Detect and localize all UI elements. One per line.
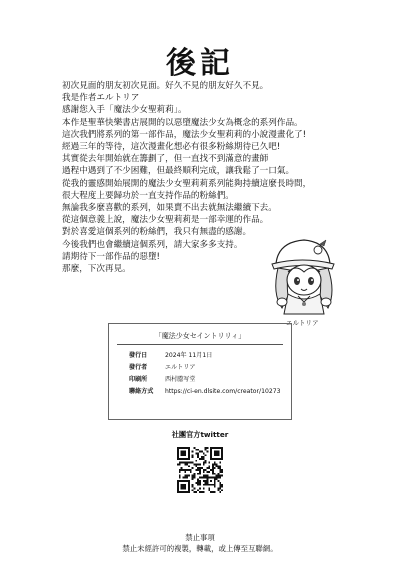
colophon-label: 發行者 xyxy=(129,364,148,371)
colophon-row xyxy=(129,386,280,398)
colophon-divider xyxy=(117,344,283,345)
notice-title: 禁止事項 xyxy=(185,533,215,542)
body-line: 經過三年的等待，這次漫畫化想必有很多粉絲期待已久吧! xyxy=(62,142,281,153)
body-line: 我是作者エルトリア xyxy=(62,93,140,104)
colophon-row xyxy=(129,362,280,374)
chibi-character-illustration xyxy=(258,234,342,316)
author-signature: エルトリア xyxy=(286,319,319,327)
colophon-value: エルトリア xyxy=(165,364,196,371)
colophon-row xyxy=(129,350,280,362)
body-line: 初次見面的朋友初次見面。好久不見的朋友好久不見。 xyxy=(62,81,269,91)
body-line: 過程中遇到了不少困難，但最終順利完成，讓我鬆了一口氣。 xyxy=(62,166,295,177)
page-title: 後記 xyxy=(166,46,234,81)
colophon-label: 聯絡方式 xyxy=(129,388,154,395)
body-line: 從我的靈感開始展開的魔法少女聖莉莉系列能夠持續這麼長時間， xyxy=(62,178,312,189)
qr-code-icon[interactable] xyxy=(177,447,223,493)
body-line: 本作是聖華快樂書店展開的以惡墮魔法少女為概念的系列作品。 xyxy=(62,117,303,128)
body-line: 無論我多麼喜歡的系列，如果賣不出去就無法繼續下去。 xyxy=(62,203,277,214)
body-line: 這次我們將系列的第一部作品，魔法少女聖莉莉的小說漫畫化了! xyxy=(62,129,307,140)
colophon-value: 西村謄写堂 xyxy=(165,376,196,383)
body-line: 從這個意義上說，魔法少女聖莉莉是一部幸運的作品。 xyxy=(62,215,269,226)
body-line: 感謝您入手「魔法少女聖莉莉」。 xyxy=(62,105,187,116)
colophon-title: 「魔法少女セイントリリィ」 xyxy=(154,332,246,340)
notice-text: 禁止未經許可的複製，轉載，或上傳至互聯網。 xyxy=(122,544,278,553)
colophon-row xyxy=(129,374,280,386)
contact-url[interactable]: https://ci-en.dlsite.com/creator/10273 xyxy=(165,388,281,395)
body-line: 今後我們也會繼續這個系列，請大家多多支持。 xyxy=(62,239,243,250)
body-line: 那麼，下次再見。 xyxy=(62,264,131,275)
body-line: 對於喜愛這個系列的粉絲們，我只有無盡的感謝。 xyxy=(62,227,252,238)
colophon-value: 2024年 11月1日 xyxy=(165,352,213,359)
body-line: 很大程度上要歸功於一直支持作品的粉絲們。 xyxy=(62,190,234,201)
colophon-box xyxy=(108,323,292,420)
colophon-label: 印刷所 xyxy=(129,376,148,383)
body-line: 請期待下一部作品的惡墮! xyxy=(62,251,160,262)
social-label: 社團官方twitter xyxy=(171,430,229,439)
colophon-label: 發行日 xyxy=(129,352,148,359)
body-line: 其實從去年開始就在籌劃了，但一直找不到滿意的畫師 xyxy=(62,154,269,165)
